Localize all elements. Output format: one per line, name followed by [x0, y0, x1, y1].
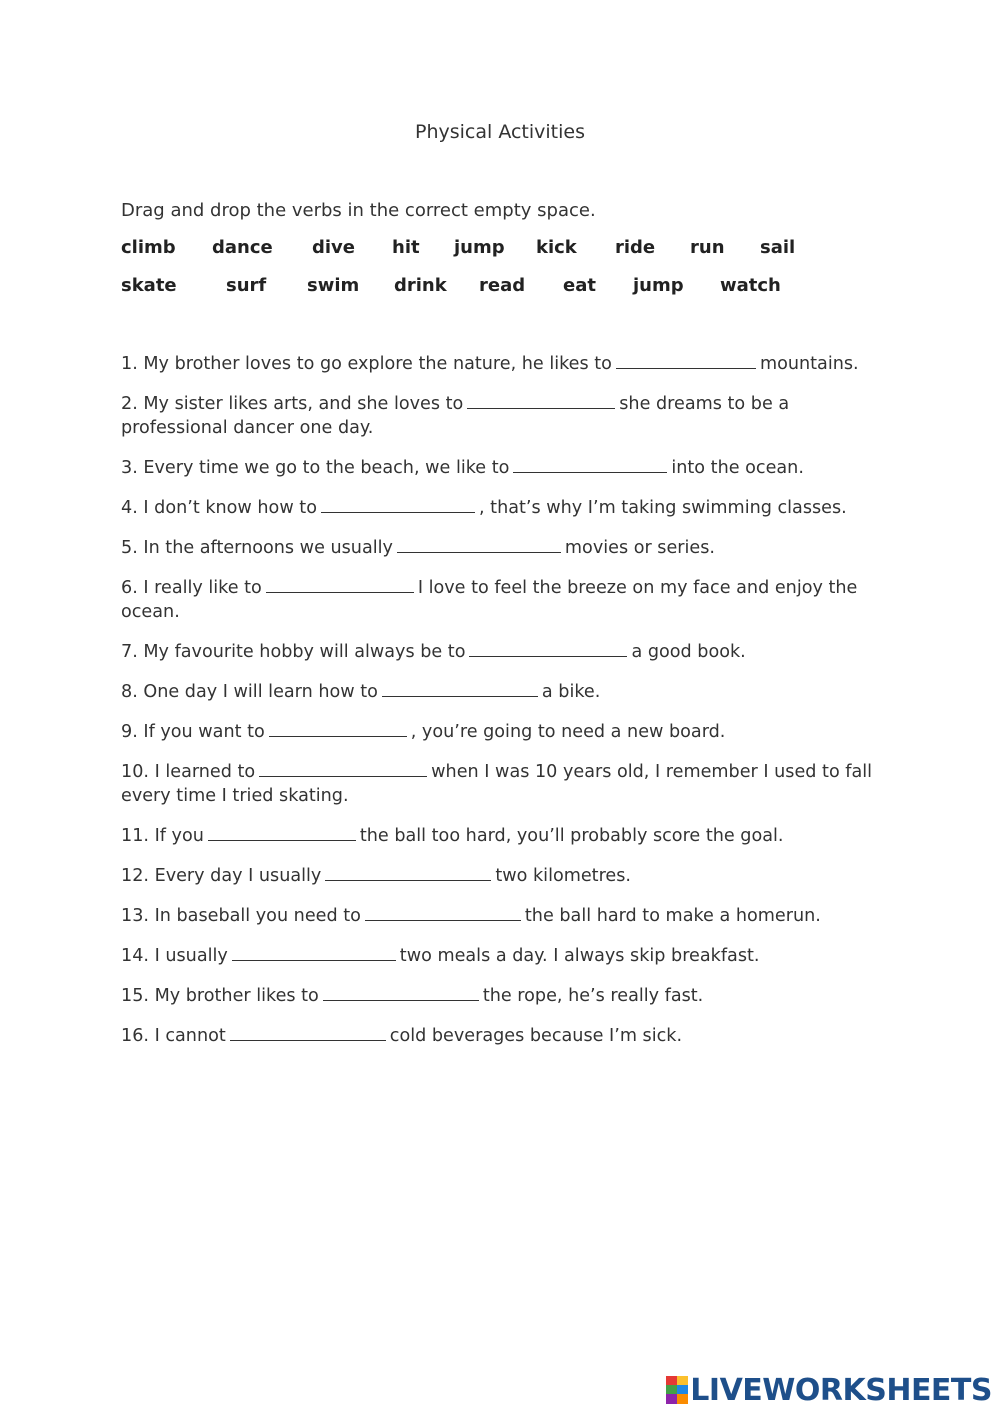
sentence-5: [121, 534, 881, 560]
sentence-text: into the ocean.: [671, 458, 804, 478]
sentence-text: 10. I learned to: [121, 762, 256, 782]
answer-blank[interactable]: [616, 350, 756, 369]
sentence-text: a bike.: [541, 682, 601, 702]
sentence-14: [121, 942, 881, 968]
answer-blank[interactable]: [397, 534, 561, 553]
sentence-text: , that’s why I’m taking swimming classes.: [478, 498, 847, 518]
sentence-text: 1. My brother loves to go explore the nature, he likes to: [121, 354, 612, 374]
word-chip[interactable]: ride: [615, 237, 656, 258]
liveworksheets-logo: [666, 1373, 992, 1407]
sentence-text: 4. I don’t know how to: [121, 498, 317, 518]
sentence-text: 15. My brother likes to: [121, 986, 319, 1006]
answer-blank[interactable]: [230, 1022, 386, 1041]
sentence-16: [121, 1022, 881, 1048]
page-title: Physical Activities: [414, 121, 585, 143]
word-chip[interactable]: dive: [312, 237, 355, 258]
logo-text: LIVEWORKSHEETS: [690, 1372, 992, 1408]
word-chip[interactable]: read: [479, 275, 526, 296]
sentence-text: 8. One day I will learn how to: [121, 682, 378, 702]
answer-blank[interactable]: [365, 902, 521, 921]
sentence-4: [121, 494, 881, 520]
sentence-text: she dreams to be a professional dancer one day.: [121, 394, 790, 438]
answer-blank[interactable]: [266, 574, 414, 593]
sentence-text: 11. If you: [121, 826, 204, 846]
word-chip[interactable]: kick: [536, 237, 577, 258]
sentence-12: [121, 862, 881, 888]
sentence-1: [121, 350, 881, 376]
word-chip[interactable]: skate: [121, 275, 177, 296]
sentence-text: two kilometres.: [495, 866, 632, 886]
word-chip[interactable]: hit: [392, 237, 420, 258]
answer-blank[interactable]: [469, 638, 627, 657]
sentence-text: movies or series.: [564, 538, 715, 558]
answer-blank[interactable]: [513, 454, 667, 473]
answer-blank[interactable]: [259, 758, 427, 777]
word-chip[interactable]: jump: [633, 275, 684, 296]
sentence-6: [121, 574, 881, 624]
sentence-text: a good book.: [631, 642, 746, 662]
sentence-7: [121, 638, 881, 664]
answer-blank[interactable]: [325, 862, 491, 881]
sentence-list: [121, 350, 881, 1062]
answer-blank[interactable]: [269, 718, 407, 737]
logo-blocks-icon: [666, 1376, 688, 1404]
word-chip[interactable]: dance: [212, 237, 273, 258]
answer-blank[interactable]: [208, 822, 356, 841]
sentence-text: when I was 10 years old, I remember I used to fall every time I tried skating.: [121, 762, 873, 806]
word-chip[interactable]: watch: [720, 275, 781, 296]
sentence-15: [121, 982, 881, 1008]
answer-blank[interactable]: [323, 982, 479, 1001]
word-chip[interactable]: swim: [307, 275, 360, 296]
sentence-8: [121, 678, 881, 704]
sentence-text: the rope, he’s really fast.: [482, 986, 704, 1006]
sentence-text: , you’re going to need a new board.: [410, 722, 726, 742]
sentence-text: 14. I usually: [121, 946, 228, 966]
sentence-text: two meals a day. I always skip breakfast.: [399, 946, 760, 966]
sentence-2: [121, 390, 881, 440]
sentence-text: 7. My favourite hobby will always be to: [121, 642, 466, 662]
sentence-9: [121, 718, 881, 744]
sentence-text: cold beverages because I’m sick.: [389, 1026, 683, 1046]
sentence-10: [121, 758, 881, 808]
sentence-text: 3. Every time we go to the beach, we like to: [121, 458, 510, 478]
sentence-text: I love to feel the breeze on my face and enjoy the ocean.: [121, 578, 858, 622]
sentence-text: 6. I really like to: [121, 578, 262, 598]
sentence-text: 16. I cannot: [121, 1026, 226, 1046]
sentence-text: 9. If you want to: [121, 722, 265, 742]
word-chip[interactable]: jump: [454, 237, 505, 258]
word-chip[interactable]: sail: [760, 237, 796, 258]
instruction-text: Drag and drop the verbs in the correct empty space.: [121, 200, 596, 221]
sentence-text: 12. Every day I usually: [121, 866, 322, 886]
sentence-text: the ball hard to make a homerun.: [524, 906, 821, 926]
answer-blank[interactable]: [382, 678, 538, 697]
answer-blank[interactable]: [321, 494, 475, 513]
word-chip[interactable]: run: [690, 237, 725, 258]
sentence-text: the ball too hard, you’ll probably score the goal.: [359, 826, 784, 846]
sentence-3: [121, 454, 881, 480]
sentence-text: mountains.: [759, 354, 859, 374]
sentence-text: 5. In the afternoons we usually: [121, 538, 393, 558]
answer-blank[interactable]: [232, 942, 396, 961]
word-chip[interactable]: surf: [226, 275, 267, 296]
sentence-text: 13. In baseball you need to: [121, 906, 361, 926]
answer-blank[interactable]: [467, 390, 615, 409]
word-chip[interactable]: drink: [394, 275, 447, 296]
word-chip[interactable]: eat: [563, 275, 596, 296]
sentence-11: [121, 822, 881, 848]
sentence-13: [121, 902, 881, 928]
word-chip[interactable]: climb: [121, 237, 176, 258]
sentence-text: 2. My sister likes arts, and she loves to: [121, 394, 464, 414]
